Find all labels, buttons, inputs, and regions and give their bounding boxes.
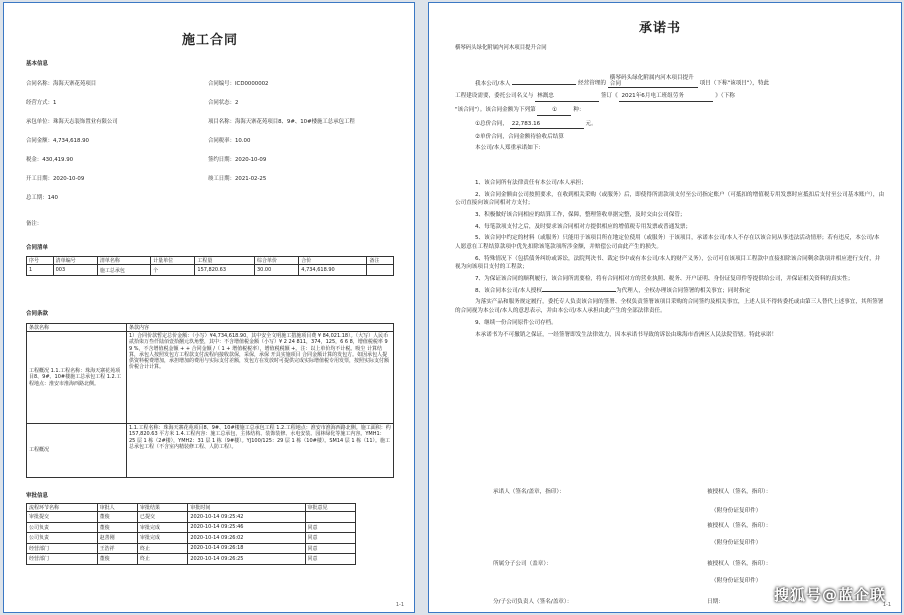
- project-name: 横琴码头绿化附属内河木项目提升合同: [608, 75, 698, 88]
- info-field: [208, 155, 266, 163]
- item-text: 6、特殊情况下（包括债务纠纷或诉讼，法院判决书、裁定书中或有本公司/本人的财产义务），公司可在该项目工程款中直接扣除该合同剩余款项并相应进行支付，并视为向该项目支付的工程款；: [455, 255, 881, 271]
- signature-label: （附身份证复印件）: [711, 508, 762, 514]
- item-text: 8、该合同本公司/本人授权: [475, 287, 542, 294]
- table-row: [27, 332, 394, 424]
- field-label: 合同名称：: [26, 81, 53, 87]
- column-header: 合价: [299, 257, 367, 265]
- signature-label: 被授权人（签名，指印）：: [707, 561, 772, 567]
- info-field: [26, 98, 56, 106]
- table-cell: 30.00: [254, 265, 298, 276]
- column-header: 条款内容: [127, 324, 394, 332]
- contract-name: 2021年6月电工班组劳务: [619, 92, 713, 102]
- table-row: [27, 424, 394, 478]
- field-label: 签约日期：: [208, 157, 235, 163]
- info-field: [26, 79, 96, 87]
- commitment-item: [455, 287, 885, 296]
- item-text: 5、该合同中约定的材料（或服务）只能用于该项目所在地定位使用（或服务）于该项目，承诺本公司/本人不存在以该合同从事违法活动情形；若有违反，本公司/本人愿意在工程结算款项中优先扣除该笔款项所涉金额，并赔偿公司由此产生的损失。: [455, 235, 880, 250]
- field-label: 经营方式：: [26, 100, 53, 106]
- contract-amount: 22,783.16: [510, 120, 584, 130]
- field-value: 10.00: [234, 138, 251, 144]
- intro-text: 我本公司/本人: [475, 80, 511, 87]
- table-cell: 2020-10-14 09:26:25: [188, 554, 305, 565]
- table-cell: 施工总承包: [97, 265, 150, 276]
- field-label: 合同状态：: [208, 100, 235, 106]
- column-header: 条款名称: [27, 324, 127, 332]
- contract-title: 施工合同: [182, 33, 239, 48]
- table-cell: 同意: [305, 543, 355, 554]
- signature-label: 分/子公司负责人（签名/盖章）：: [493, 599, 573, 605]
- table-cell: 4,734,618.90: [299, 265, 367, 276]
- field-value: 2020-10-09: [234, 157, 267, 163]
- info-field: [26, 136, 89, 144]
- party-name: 林溉忠: [535, 92, 599, 102]
- choice-blank: ①: [537, 106, 571, 116]
- column-header: 清单编号: [53, 257, 97, 265]
- table-cell: 157,820.63: [195, 265, 255, 276]
- approval-table: [26, 503, 356, 565]
- commitment-page: [428, 2, 902, 613]
- table-cell: 终止: [137, 543, 187, 554]
- table-cell: 同意: [305, 554, 355, 565]
- field-label: 税金：: [26, 157, 43, 163]
- unit-price-line: ②单价合同，合同金额待验收后结算: [475, 134, 564, 141]
- table-cell: 董俊: [97, 512, 137, 523]
- field-label: 备注：: [26, 221, 43, 227]
- table-row: [27, 554, 356, 565]
- field-label: 总工期：: [26, 195, 48, 201]
- table-cell: 同意: [305, 522, 355, 533]
- table-cell: 董俊: [97, 522, 137, 533]
- table-cell: 公司负责: [27, 533, 98, 544]
- table-row: [27, 512, 356, 523]
- field-label: 合同金额：: [26, 138, 53, 144]
- info-field: [26, 219, 42, 227]
- field-label: 合同税率：: [208, 138, 235, 144]
- approval-heading: 审批信息: [26, 493, 49, 499]
- commitment-item: [455, 211, 885, 220]
- signature-label: 承诺人（签名/盖章，指印）：: [493, 489, 565, 495]
- column-header: 清单名称: [97, 257, 150, 265]
- field-label: 项目名称：: [208, 119, 235, 125]
- signature-label: （附身份证复印件）: [711, 540, 762, 546]
- contract-page: [3, 2, 415, 613]
- intro-text: "该合同"）。该合同金额为下列第: [455, 106, 536, 113]
- clause-heading: 合同条款: [26, 311, 49, 317]
- delegate-blank: [542, 291, 616, 292]
- amount-unit: 元。: [585, 120, 597, 127]
- company-blank: [512, 84, 576, 85]
- item-text: 3、积极做好该合同相应的结算工作，保障，整理签收单据完整，及时交由公司保管；: [475, 211, 686, 218]
- watermark-text: 搜狐号@蓝企联: [773, 586, 886, 604]
- column-header: 序号: [27, 257, 54, 265]
- field-value: 珠海天志装饰置业有限公司: [52, 119, 118, 125]
- bill-heading: 合同清单: [26, 245, 49, 251]
- field-value: 2021-02-25: [234, 176, 267, 182]
- commitment-item: [455, 179, 885, 188]
- table-cell: 2020-10-14 09:26:18: [188, 543, 305, 554]
- field-value: 1: [52, 100, 57, 106]
- intro-line-1: [455, 75, 885, 88]
- info-field: [26, 174, 84, 182]
- page-number: 1-1: [395, 602, 404, 608]
- column-header: 审批人: [97, 504, 137, 512]
- table-header-row: [27, 504, 356, 512]
- column-header: 工程量: [195, 257, 255, 265]
- intro-text: 签订《: [600, 93, 618, 100]
- table-cell: 审批提交: [27, 512, 98, 523]
- table-cell: 审批完成: [137, 522, 187, 533]
- info-field: [26, 117, 118, 125]
- intro-line-2: [455, 92, 885, 102]
- table-row: [27, 533, 356, 544]
- column-header: 审批结果: [137, 504, 187, 512]
- info-field: [208, 174, 266, 182]
- item-text: 为代理人，全权办理该合同签署的相关事宜；同时指定: [615, 287, 751, 294]
- intro-line-3: [455, 106, 885, 116]
- column-header: 综合单价: [254, 257, 298, 265]
- field-label: 竣工日期：: [208, 176, 235, 182]
- table-cell: 个: [151, 265, 195, 276]
- column-header: 审批时间: [188, 504, 305, 512]
- clause-name: 工程概况 1.1.工程名称：珠海天寨花苑项目8、9#、10#楼施工总承包工程 1.2.工程地点：淮安市淮海西路北侧。: [27, 332, 127, 424]
- commitment-item: [455, 191, 885, 208]
- table-cell: 已提交: [137, 512, 187, 523]
- field-label: 承包单位：: [26, 119, 53, 125]
- table-row: [27, 522, 356, 533]
- table-cell: 董俊: [97, 554, 137, 565]
- signature-label: （附身份证复印件）: [711, 578, 762, 584]
- item-text: 4、每笔款项支付之后，及时要求该合同相对方提供相应的增值税专用发票或普通发票；: [475, 223, 692, 230]
- table-cell: 经营部门: [27, 543, 98, 554]
- commitment-item: [455, 223, 885, 232]
- clause-table: [26, 323, 394, 478]
- column-header: 备注: [367, 257, 394, 265]
- field-value: 2020-10-09: [52, 176, 85, 182]
- signature-label: 所属分子公司（盖章）：: [493, 561, 552, 567]
- intro-text: 种：: [573, 106, 585, 113]
- table-cell: 终止: [137, 554, 187, 565]
- table-row: [27, 265, 394, 276]
- basic-info-heading: 基本信息: [26, 61, 49, 67]
- clause-content: 1）合同价款暂定总价金额：（小写）¥4,734,618.90，其中安全文明施工措施项目费 ¥ 84,021.18）。（大写）人民币 贰拾柒万叁仟陆佰壹拾捌元玖角整，其中：不含增值税金额（小写）¥ 2 24 811，374，125，6 6 8，增值税税率 9 9 %，不含增值税金额 + + 合同金额 /（ 1 + 增值税税率），增值税税额 +。注：以上单价均不计税。吸尘 计算结算，承包人按照发包方工程款支付流程向接收款保，采保，承保 开具实施项目 合同金额计算的发包方。如因承包人提供资料税费增加，承担增加的费用与实际支付差额，发包方在发放时可提供完成实际增值税专用发票，按照实际支付额价税合计计算。: [127, 332, 394, 424]
- column-header: 审批意见: [305, 504, 355, 512]
- commit-intro: 本公司/本人郑重承诺如下：: [475, 144, 545, 151]
- field-value: 2: [234, 100, 239, 106]
- info-field: [208, 79, 268, 87]
- commitment-item: [455, 255, 885, 272]
- table-cell: 经营部门: [27, 554, 98, 565]
- table-header-row: [27, 257, 394, 265]
- amount-label: ①总价合同，: [475, 120, 508, 127]
- info-field: [26, 155, 73, 163]
- field-value: 140: [47, 195, 58, 201]
- clause-name: 工程概况: [27, 424, 127, 478]
- info-field: [26, 193, 58, 201]
- commitment-title: 承诺书: [639, 21, 682, 36]
- table-cell: 2020-10-14 09:25:46: [188, 522, 305, 533]
- intro-text: 项目（下称"该项目"），特此: [699, 80, 770, 87]
- field-value: ICD0000002: [234, 81, 269, 87]
- signature-label: 被授权人（签名，指印）：: [707, 489, 772, 495]
- field-value: 海海天寨花苑项目8、9#、10#楼施工总承包工程: [234, 119, 355, 125]
- clause-content: 1.1.工程名称：珠海天寨花苑项目8、9#、10#楼施工总承包工程 1.2.工程地点：淮安市淮海西路北侧。施工面积：约 157,820.63 平方米 1.4.工程内容：施工总承包，主体结构、装饰装修、水电安装、园林绿化等施工内容。YMH1：25 层 1 栋（2#楼），YMH2：31 层 1 栋（9#楼）。YJ100/125：29 层 1 栋（10#楼）。SM14 层 1 栋（11）。施工总承包工程（不含室内精装修工程、人防工程）。: [127, 424, 394, 478]
- closing-statement: 本承诺书为不可撤销之保证，一经签署即发生法律效力，因本承诺书导致的诉讼由珠海市香洲区人民法院管辖。特此承诺！: [475, 332, 778, 339]
- table-cell: 2020-10-14 09:25:42: [188, 512, 305, 523]
- table-cell: [367, 265, 394, 276]
- field-value: 430,419.90: [42, 157, 74, 163]
- item-text: 7、为保证该合同的顺利履行，该合同所需要检，将有合同相对方的营业执照、税务、开户证明、身份证复印件等提供给公司，并保证相关资料的真实性；: [475, 275, 854, 282]
- intro-paragraph: [455, 75, 885, 153]
- table-cell: 同意: [305, 533, 355, 544]
- intro-text: 经营管理的: [578, 80, 606, 87]
- intro-text: 》（下称: [715, 93, 735, 100]
- item-text: 1、该合同所有法律责任有本公司/本人承担；: [475, 180, 587, 186]
- commitment-items: [455, 179, 885, 340]
- table-cell: 赵善刚: [97, 533, 137, 544]
- table-header-row: [27, 324, 394, 332]
- page-number: 1-1: [882, 602, 891, 608]
- commitment-item: [455, 234, 885, 251]
- signature-label: 日期：: [707, 599, 724, 605]
- table-cell: 审批完成: [137, 533, 187, 544]
- item-text: 9、继续一份合同原件公司存档。: [475, 319, 557, 326]
- table-cell: 1: [27, 265, 54, 276]
- intro-text: 工程建设需要，委托公司名义与: [455, 93, 534, 100]
- commitment-item: [455, 298, 885, 315]
- field-value: 4,734,618.90: [52, 138, 89, 144]
- table-cell: 003: [53, 265, 97, 276]
- info-field: [208, 136, 250, 144]
- table-row: [27, 543, 356, 554]
- item-text: 2、该合同金额由公司按照要求，在收到相关采购（或服务）后，即使得所需款项支付至公司指定账户（可抵扣的增值税专用发票时应抵扣后支付至公司基本账户），由公司直接向该合同相对方支付；: [455, 191, 885, 207]
- field-label: 合同编号：: [208, 81, 235, 87]
- info-field: [208, 117, 355, 125]
- table-cell: 公司负责: [27, 522, 98, 533]
- item-text: 为落实产品和服务规定履行，委托专人负责该合同的签署、全权负责签署该项目采购的合同签约及相关事宜，上述人员不得转委托或由第三人替代上述事宜，其所签署的合同视为本公司/本人的意思表示，并由本公司/本人承担由此产生的全部法律责任。: [455, 299, 884, 314]
- column-header: 流程环节名称: [27, 504, 98, 512]
- table-cell: 2020-10-14 09:26:02: [188, 533, 305, 544]
- commitment-item: [455, 275, 885, 284]
- field-label: 开工日期：: [26, 176, 53, 182]
- bill-table: [26, 256, 394, 276]
- commitment-item: [455, 319, 885, 328]
- field-value: 海海天寨花苑项目: [52, 81, 97, 87]
- commitment-subtitle: 横琴码头绿化附属内河木项目提升合同: [455, 45, 547, 51]
- signature-label: 被授权人（签名，指印）：: [707, 523, 772, 529]
- table-cell: [305, 512, 355, 523]
- table-cell: 王浩祥: [97, 543, 137, 554]
- column-header: 计量单位: [151, 257, 195, 265]
- amount-line: [475, 120, 885, 130]
- info-field: [208, 98, 238, 106]
